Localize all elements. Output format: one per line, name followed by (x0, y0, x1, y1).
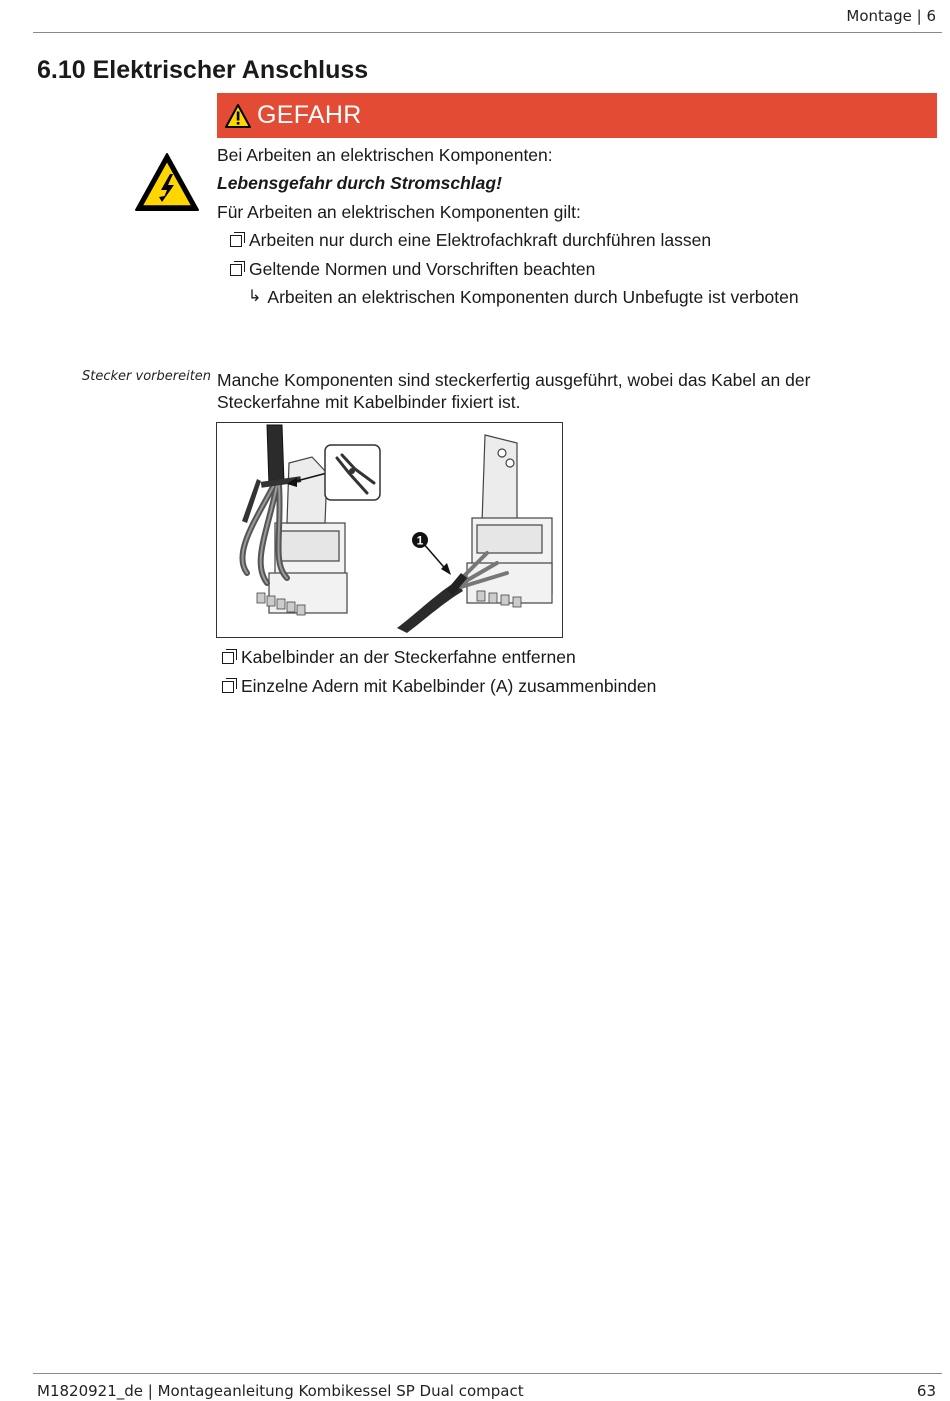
warning-triangle-icon (225, 104, 251, 128)
danger-hazard: Lebensgefahr durch Stromschlag! (217, 173, 502, 193)
plug-description: Manche Komponenten sind steckerfertig ausgeführt, wobei das Kabel an der Steckerfahne mit Kabelbinder fixiert ist. (217, 370, 811, 412)
list-item (248, 286, 799, 308)
list-item (230, 229, 711, 251)
footer-rule (33, 1373, 942, 1374)
list-item (222, 675, 656, 697)
action-box-icon (230, 264, 242, 276)
action-box-icon (230, 235, 242, 247)
danger-title: GEFAHR (257, 101, 362, 129)
result-arrow-icon: ↳ (248, 288, 262, 305)
action-box-icon (222, 652, 234, 664)
danger-banner (217, 93, 937, 138)
header-chapter: Montage | 6 (846, 7, 936, 25)
margin-label: Stecker vorbereiten (82, 369, 212, 384)
action-text: Geltende Normen und Vorschriften beachten (249, 259, 596, 279)
danger-intro: Bei Arbeiten an elektrischen Komponenten: (217, 145, 553, 165)
action-box-icon (222, 681, 234, 693)
danger-rule-intro: Für Arbeiten an elektrischen Komponenten gilt: (217, 202, 581, 222)
header-rule (33, 32, 942, 33)
result-text: Arbeiten an elektrischen Komponenten durch Unbefugte ist verboten (267, 287, 799, 307)
connector-illustration (217, 423, 562, 637)
electric-hazard-icon (134, 152, 200, 212)
section-title: 6.10 Elektrischer Anschluss (37, 56, 369, 84)
list-item (222, 646, 576, 668)
step-text: Kabelbinder an der Steckerfahne entfernen (241, 647, 576, 667)
page-number: 63 (916, 1382, 936, 1400)
callout-label: 1 (416, 533, 424, 548)
pliers-icon (325, 445, 380, 500)
action-text: Arbeiten nur durch eine Elektrofachkraft durchführen lassen (249, 230, 712, 250)
list-item (230, 258, 595, 280)
footer-document: M1820921_de | Montageanleitung Kombikessel SP Dual compact (37, 1382, 524, 1400)
step-text: Einzelne Adern mit Kabelbinder (A) zusammenbinden (241, 676, 657, 696)
connector-figure (216, 422, 563, 638)
